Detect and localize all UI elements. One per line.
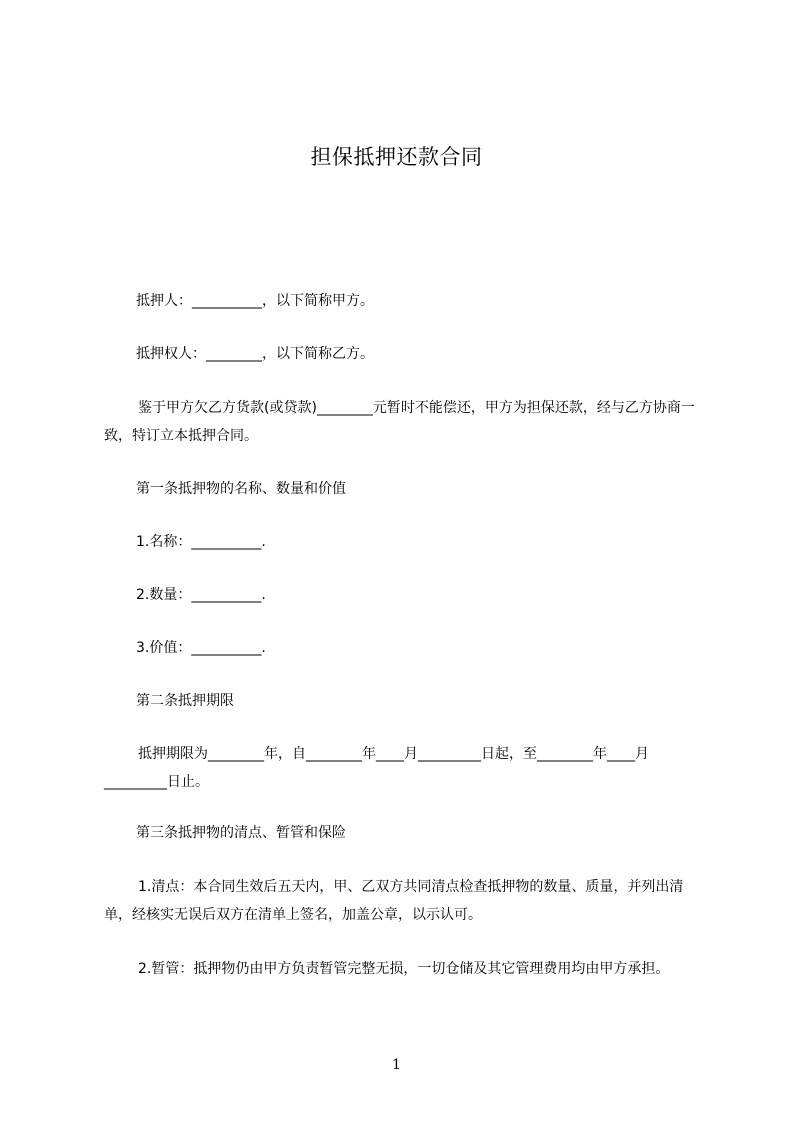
pledger-line: 抵押人：__________，以下简称甲方。 [136, 293, 374, 309]
preamble-paragraph: 鉴于甲方欠乙方货款(或贷款)________元暂时不能偿还，甲方为担保还款，经与乙方协商一致，特订立本抵押合同。 [104, 400, 695, 444]
document-title: 担保抵押还款合同 [310, 145, 483, 169]
article-1-item-name: 1.名称：__________. [136, 534, 266, 550]
article-3-item-custody: 2.暂管：抵押物仍由甲方负责暂管完整无损，一切仓储及其它管理费用均由甲方承担。 [138, 961, 670, 977]
page-number: 1 [392, 1057, 401, 1073]
article-1-item-value: 3.价值：__________. [136, 640, 266, 656]
pledgee-line: 抵押权人：________，以下简称乙方。 [136, 346, 374, 362]
article-1-item-quantity: 2.数量：__________. [136, 587, 266, 603]
article-2-term-paragraph: 抵押期限为________年，自________年____月_________日起，至________年____月_________日止。 [104, 746, 649, 790]
article-3-heading: 第三条抵押物的清点、暂管和保险 [136, 825, 346, 841]
article-2-heading: 第二条抵押期限 [136, 693, 234, 709]
article-3-item-inventory: 1.清点：本合同生效后五天内，甲、乙双方共同清点检查抵押物的数量、质量，并列出清单，经核实无误后双方在清单上签名，加盖公章，以示认可。 [104, 879, 684, 923]
article-1-heading: 第一条抵押物的名称、数量和价值 [136, 481, 346, 497]
